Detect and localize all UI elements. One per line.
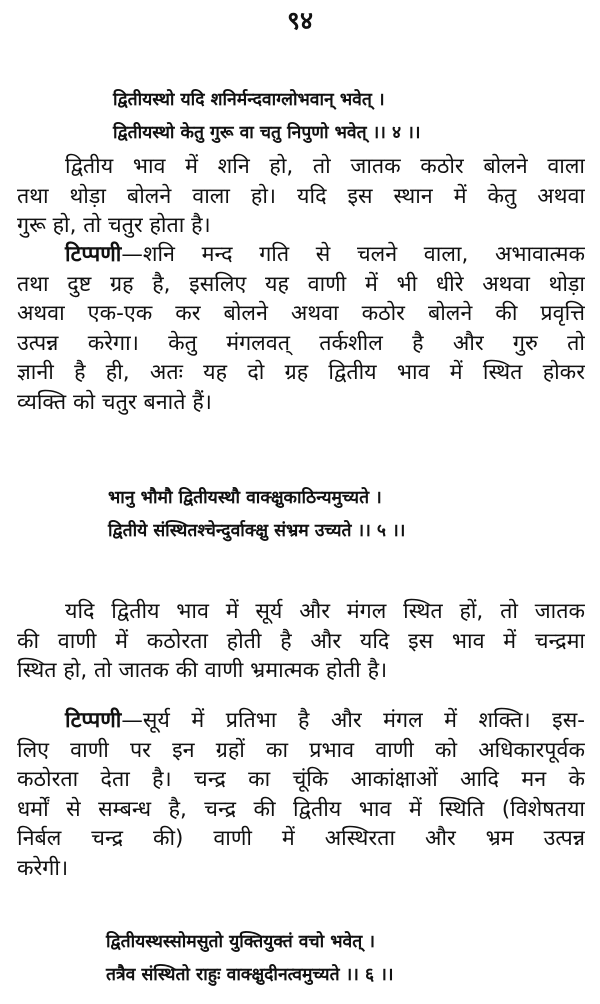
page-number: ९४ [286, 6, 313, 35]
shloka-4 [113, 84, 420, 150]
text-line [17, 240, 585, 270]
text-span: —शनि मन्द गति से चलने वाला, अभावात्मक [121, 242, 585, 267]
text-line: द्वितीय भाव में शनि हो, तो जातक कठोर बोलने वाला [65, 154, 585, 179]
text-line: कठोरता देता है। चन्द्र का चूंकि आकांक्षाओं आदि मन के [17, 767, 585, 792]
text-line: ज्ञानी है ही, अतः यह दो ग्रह द्वितीय भाव में स्थित होकर [17, 360, 585, 385]
note-paragraph-1 [17, 240, 585, 417]
translation-paragraph-2 [17, 597, 585, 686]
shloka-6 [106, 926, 393, 992]
text-line: अथवा एक-एक कर बोलने अथवा कठोर बोलने की प्रवृत्ति [17, 301, 585, 326]
text-line: करेगी। [17, 855, 69, 881]
text-line: निर्बल चन्द्र की) वाणी में अस्थिरता और भ्रम उत्पन्न [17, 826, 585, 851]
text-line [17, 706, 585, 736]
translation-paragraph-1 [17, 152, 585, 241]
shloka-5 [108, 482, 405, 548]
text-line: तथा थोड़ा बोलने वाला हो। यदि इस स्थान में केतु अथवा [17, 183, 585, 209]
shloka-line: तत्रैव संस्थितो राहुः वाक्क्षुदीनत्वमुच्यते ।। ६ ।। [106, 965, 394, 985]
text-line: धर्मों से सम्बन्ध है, चन्द्र की द्वितीय भाव में स्थिति (विशेषतया [17, 796, 585, 822]
text-line: स्थित हो, तो जातक की वाणी भ्रमात्मक होती है। [17, 658, 388, 683]
text-line: लिए वाणी पर इन ग्रहों का प्रभाव वाणी को अधिकारपूर्वक [17, 737, 585, 763]
shloka-line: द्वितीयस्थो यदि शनिर्मन्दवाग्लोभवान् भवेत् । [113, 90, 385, 110]
shloka-line: द्वितीयस्थस्सोमसुतो युक्तियुक्तं वचो भवेत् । [106, 932, 375, 952]
shloka-line: द्वितीयस्थो केतु गुरू वा चतु निपुणो भवेत् ।। ४ ।। [113, 123, 421, 143]
shloka-line: द्वितीये संस्थितश्चेन्दुर्वाक्क्षु संभ्रम उच्यते ।। ५ ।। [108, 521, 406, 541]
text-line: उत्पन्न करेगा। केतु मंगलवत् तर्कशील है और गुरु तो [17, 330, 585, 356]
note-label: टिप्पणी [65, 242, 122, 267]
shloka-line: भानु भौमौ द्वितीयस्थौ वाक्क्षुकाठिन्यमुच्यते । [108, 488, 382, 508]
text-line: व्यक्ति को चतुर बनाते हैं। [17, 389, 212, 415]
text-span: —सूर्य में प्रतिभा है और मंगल में शक्ति। इस- [121, 708, 585, 733]
note-paragraph-2 [17, 706, 585, 883]
note-label: टिप्पणी [65, 708, 122, 733]
text-line: तथा दुष्ट ग्रह है, इसलिए यह वाणी में भी धीरे अथवा थोड़ा [17, 271, 585, 297]
text-line: गुरू हो, तो चतुर होता है। [17, 213, 211, 238]
text-line: की वाणी में कठोरता होती है और यदि इस भाव में चन्द्रमा [17, 628, 585, 654]
text-line: यदि द्वितीय भाव में सूर्य और मंगल स्थित हों, तो जातक [65, 599, 585, 624]
